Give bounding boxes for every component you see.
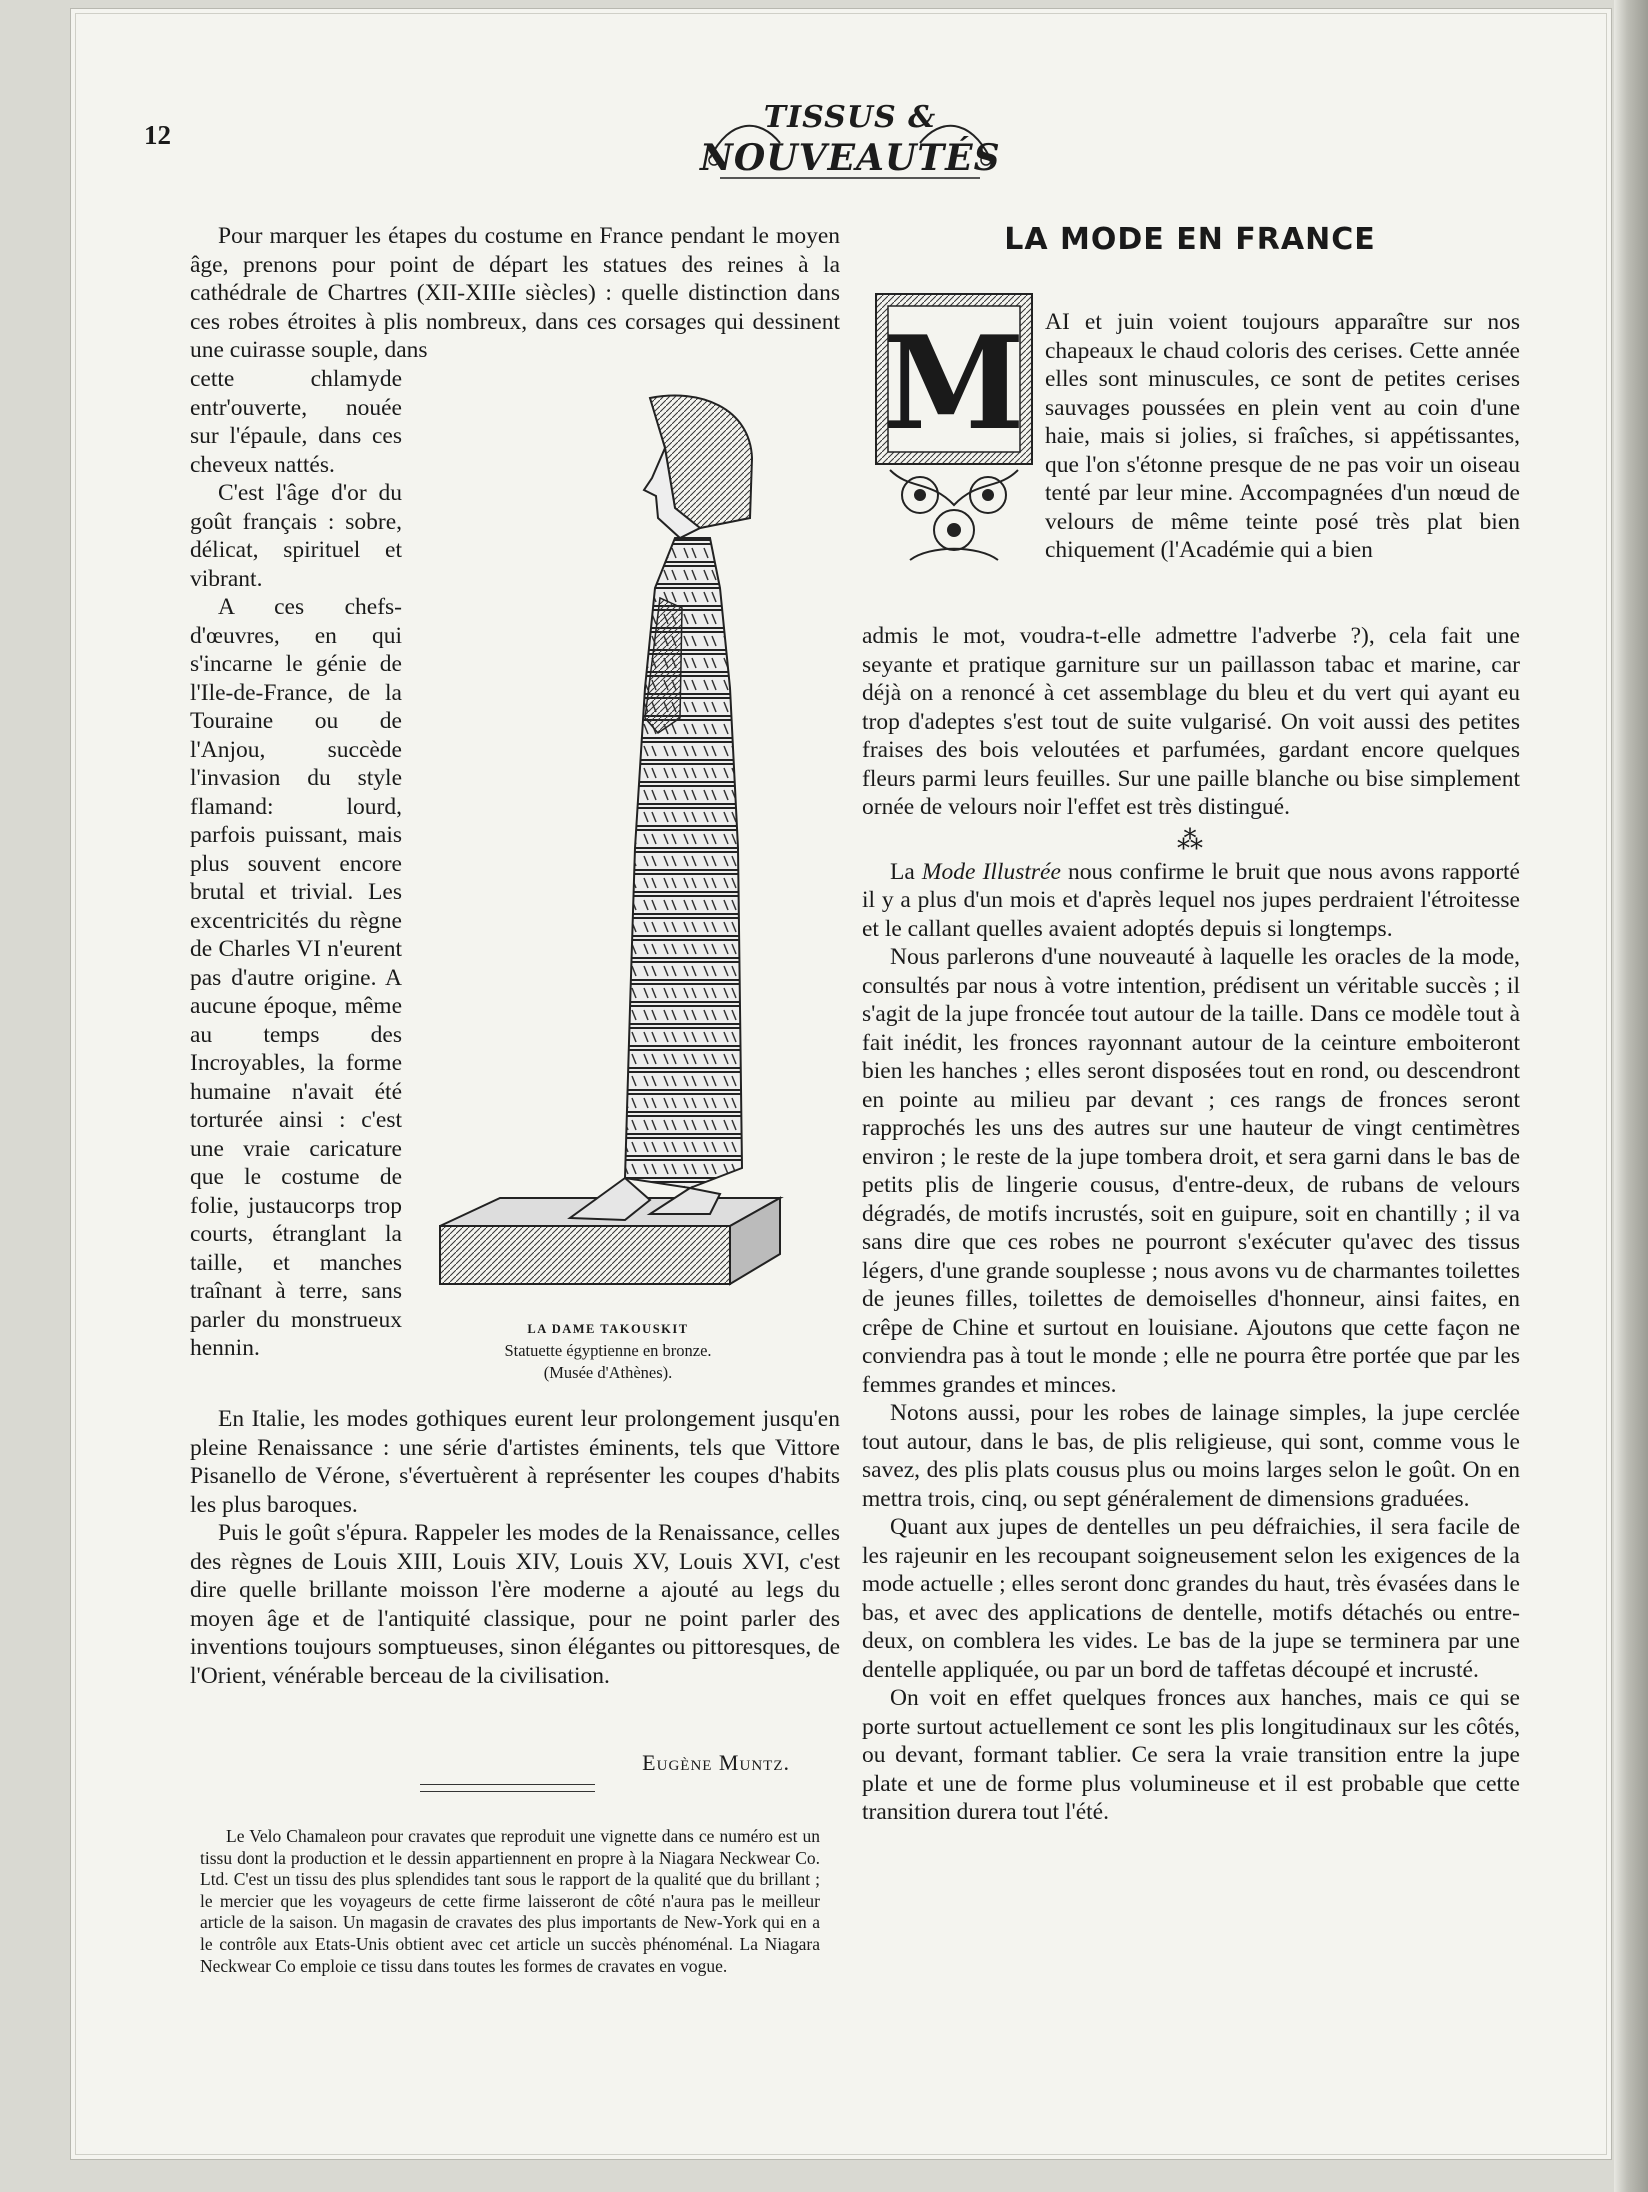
masthead-line-2: NOUVEAUTÉS	[700, 137, 1001, 179]
article-paragraph-lainage: Notons aussi, pour les robes de lainage simples, la jupe cerclée tout autour, dans le bas, de plis religieuse, qui sont, comme vous le savez, des plis plats cousus plus ou moins larges selon le goût. On en mettra trois, cinq, ou sept généralement de dimensions graduées.	[862, 1400, 1520, 1512]
caption-description: Statuette égyptienne en bronze.	[504, 1341, 712, 1360]
section-divider-rule	[420, 1784, 595, 1792]
left-narrow-paragraph-1: cette chlamyde entr'ouverte, nouée sur l'épaule, dans ces cheveux nattés.	[190, 366, 402, 478]
caption-source: (Musée d'Athènes).	[543, 1363, 673, 1382]
ornamental-dropcap	[870, 290, 1038, 580]
left-paragraph-italie: En Italie, les modes gothiques eurent leur prolongement jusqu'en pleine Renaissance : une série d'artistes éminents, tels que Vittore Pisanello de Vérone, s'évertuèrent à représenter les coupes d'habits les plus baroques.	[190, 1406, 840, 1518]
article-first-paragraph: AI et juin voient toujours apparaître sur nos chapeaux le chaud coloris des cerises. Cette année elles sont minuscules, ce sont de petites cerises sauvages poussées en plein vent au coin d'une haie, mais si jolies, si fraîches, si appétissantes, que l'on s'étonne presque de ne pas voir un oiseau tenté par leur mine. Accompagnées d'un nœud de velours de même teinte posé très plat bien chiquement (l'Académie qui a bien	[1045, 309, 1520, 563]
left-narrow-paragraph-3: A ces chefs-d'œuvres, en qui s'incarne le génie de l'Ile-de-France, de la Touraine ou de l'Anjou, succède l'invasion du style flamand: lourd, parfois puissant, mais plus souvent encore brutal et trivial. Les excentricités du règne de Charles VI n'eurent pas d'autre origine. A aucune époque, même au temps des Incroyables, la forme humaine n'avait été torturée ainsi : c'est une vraie caricature que le costume de folie, justaucorps trop courts, étranglant la taille, et manches traînant à terre, sans parler du monstrueux hennin.	[190, 594, 402, 1361]
mode-illustree-title: Mode Illustrée	[921, 858, 1061, 885]
dropcap-ornament	[870, 290, 1038, 580]
caption-title: LA DAME TAKOUSKIT	[527, 1322, 689, 1336]
mode-text-b: nous confirme le bruit que nous avons rapporté il y a plus d'un mois et d'après lequel nos jupes perdraient l'étroitesse et le callant quelles avaient adoptés depuis si longtemps.	[862, 858, 1520, 942]
left-narrow-paragraph-2: C'est l'âge d'or du goût français : sobre, délicat, spirituel et vibrant.	[190, 480, 402, 592]
article-title: LA MODE EN FRANCE	[1004, 222, 1376, 257]
masthead-title	[700, 98, 1000, 186]
article-paragraph-nouveaute: Nous parlerons d'une nouveauté à laquelle les oracles de la mode, consultés par nous à votre intention, prédisent un véritable succès ; il s'agit de la jupe froncée tout autour de la taille. Dans ce modèle tout à fait inédit, les fronces rayonnant autour de la ceinture emboiteront bien les hanches ; elles seront disposées tout en rond, ou descendront en pointe au milieu par devant ; ces rangs de fronces seront rapprochés les uns des autres sur une hauteur de vingt centimètres environ ; le reste de la jupe tombera droit, et sera garni dans le bas de petits plis de lingerie cousus, d'entre-deux, de rubans de velours dégradés, de motifs incrustés, soit en guipure, soit en chantilly ; il va sans dire que ces robes ne pourront s'exécuter qu'avec des tissus légers, d'une grande souplesse ; nous avons vu de charmantes toilettes de jeunes filles, toilettes de demoiselles d'honneur, ainsi faites, en crêpe de Chine et surtout en louisiane. Ajoutons que cette façon ne conviendra pas à tout le monde ; elle ne pourra être portée que par les femmes grandes et minces.	[862, 944, 1520, 1398]
advertising-notice	[200, 1826, 820, 1977]
mode-text-a: La	[890, 858, 922, 885]
article-body	[862, 622, 1520, 1827]
article-paragraph-continued: admis le mot, voudra-t-elle admettre l'adverbe ?), cela fait une seyante et pratique garniture sur un paillasson tabac et marine, car déjà on a renoncé à cet assemblage du bleu et du vert qui ayant eu trop d'adeptes s'est tout de suite vulgarisé. On voit aussi des petites fraises des bois veloutées et parfumées, gardant encore quelques fleurs parmi leurs feuilles. Sur une paille blanche ou bise simplement ornée de velours noir l'effet est très distingué.	[862, 623, 1520, 820]
left-paragraph-gout: Puis le goût s'épura. Rappeler les modes de la Renaissance, celles des règnes de Louis XIII, Louis XIV, Louis XV, Louis XVI, c'est dire quelle brillante moisson l'ère moderne a ajouté au legs du moyen âge et de l'antiquité classique, pour ne point parler des inventions toujours somptueuses, sinon élégantes ou pittoresques, de l'Orient, vénérable berceau de la civilisation.	[190, 1520, 840, 1689]
article-paragraph-dentelles: Quant aux jupes de dentelles un peu défraichies, il sera facile de les rajeunir en les recoupant soigneusement selon les exigences de la mode actuelle ; elles seront donc grandes du haut, très évasées dans le bas, et avec des applications de dentelle, motifs détachés ou entre-deux, on comblera les vides. Le bas de la jupe se terminera par une dentelle appliquée, ou par un bord de taffetas découpé et incrusté.	[862, 1514, 1520, 1683]
notice-paragraph: Le Velo Chamaleon pour cravates que reproduit une vignette dans ce numéro est un tissu dont la production et le dessin appartiennent en propre à la Niagara Neckwear Co. Ltd. C'est un tissu des plus splendides tant sous le rapport de la qualité que du brillant ; le mercier que les voyageurs de cette firme laisseront de côté n'aura pas le meilleur article de la saison. Un magasin de cravates des plus importants de New-York qui en a le contrôle aux Etats-Unis obtient avec cet article un succès phénoménal. La Niagara Neckwear Co emploie ce tissu dans toutes les formes de cravates en vogue.	[200, 1826, 820, 1976]
statuette-engraving	[420, 388, 800, 1308]
statuette-illustration	[420, 388, 800, 1398]
left-intro-paragraph: Pour marquer les étapes du costume en France pendant le moyen âge, prenons pour point de départ les statues des reines à la cathédrale de Chartres (XII-XIIIe siècles) : quelle distinction dans ces robes étroites à plis nombreux, dans ces corsages qui dessinent une cuirasse souple, dans	[190, 223, 840, 363]
article-paragraph-fronces: On voit en effet quelques fronces aux hanches, mais ce qui se porte surtout actuellement ce sont les plis longitudinaux sur les côtés, ou devant, formant tablier. Ce sera la vraie transition entre la jupe plate et une de forme plus volumineuse et il est probable que cette transition durera tout l'été.	[862, 1685, 1520, 1825]
left-bottom-block	[190, 1405, 840, 1690]
asterism-separator: ⁂	[1177, 825, 1205, 855]
masthead-line-1: TISSUS &	[763, 100, 937, 135]
left-intro-block	[190, 222, 840, 365]
left-narrow-block	[190, 365, 402, 1363]
figure-caption	[418, 1318, 798, 1384]
book-spine-edge	[1614, 0, 1648, 2192]
page-number: 12	[144, 120, 171, 150]
author-signature: Eugène Muntz.	[642, 1750, 790, 1775]
masthead-logo	[700, 98, 1000, 186]
article-paragraph-mode-illustree	[862, 858, 1520, 944]
dropcap-letter: M	[883, 309, 1025, 459]
